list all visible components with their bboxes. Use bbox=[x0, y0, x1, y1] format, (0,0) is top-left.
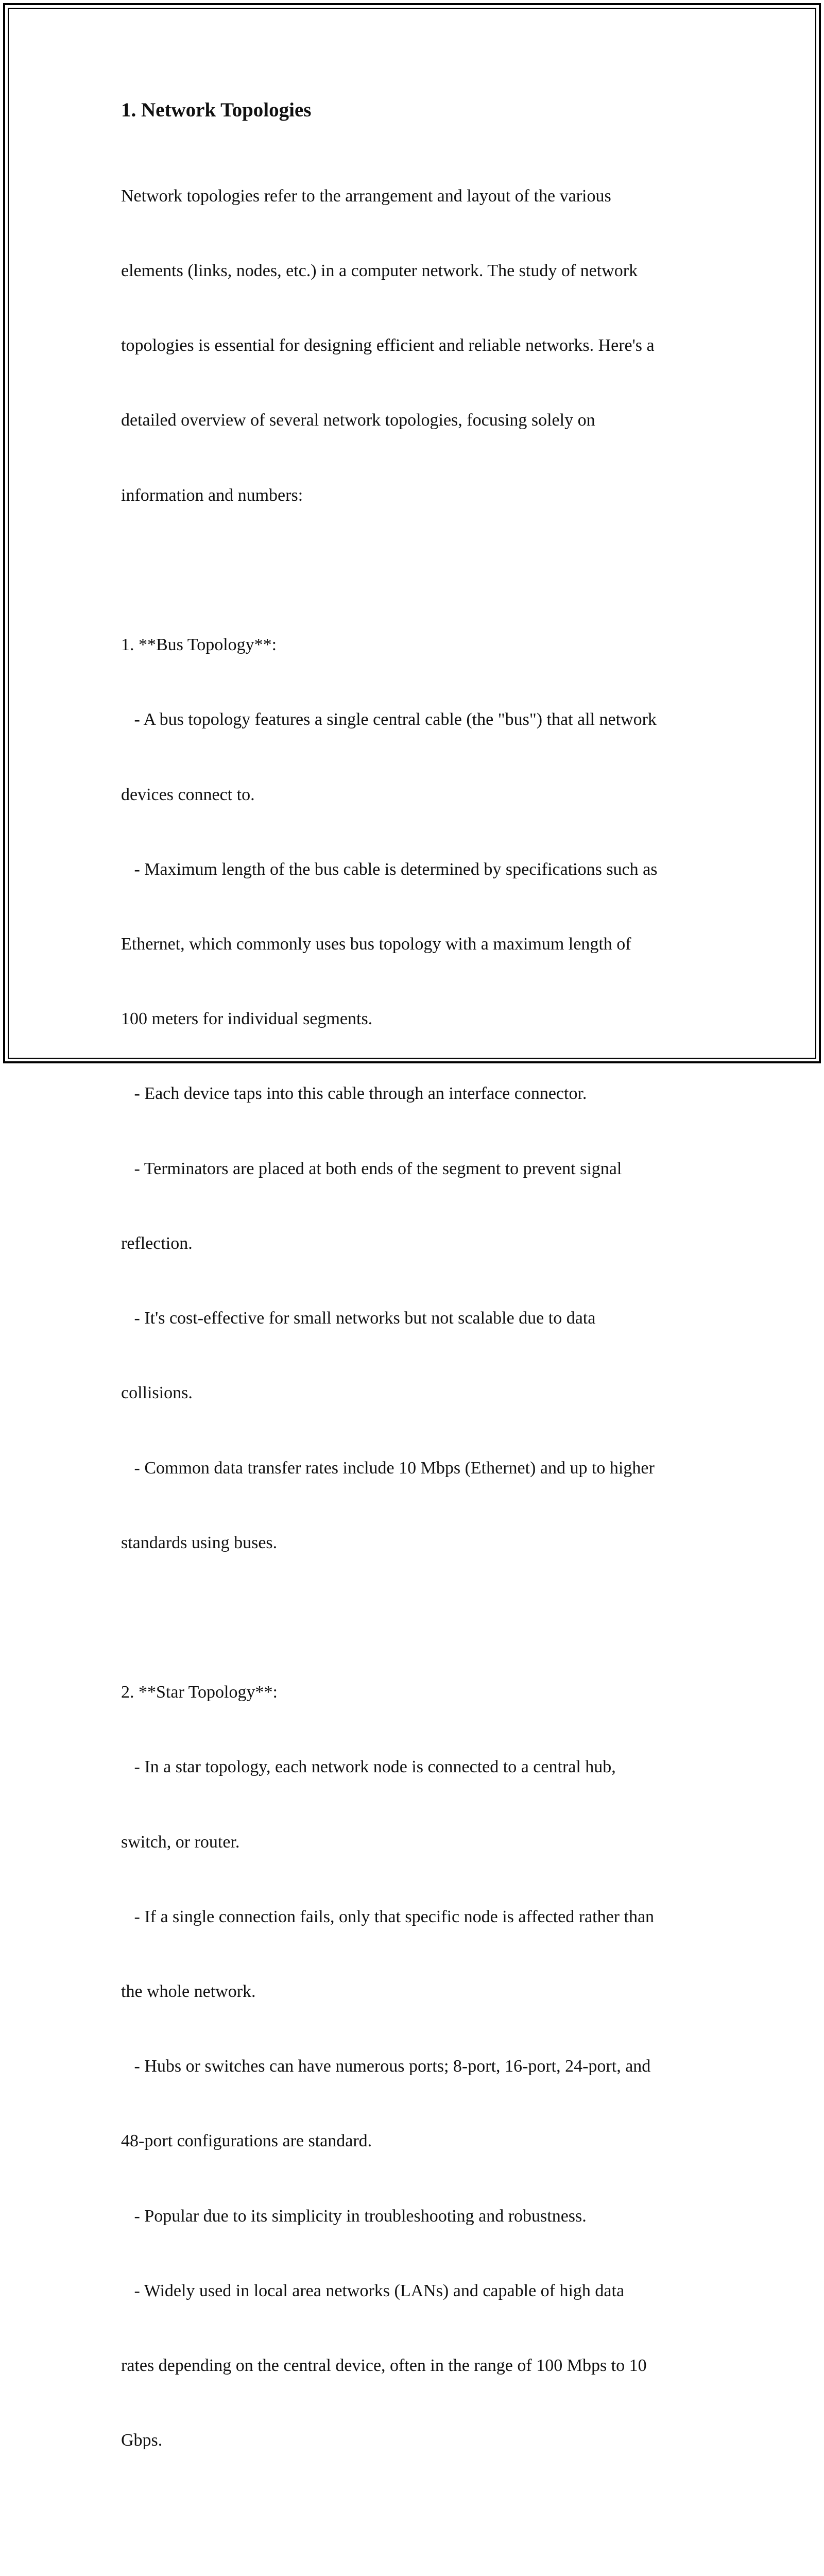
body-line: 48-port configurations are standard. bbox=[121, 2131, 372, 2151]
body-line: - A bus topology features a single central cable (the "bus") that all network bbox=[121, 710, 657, 730]
blank-line bbox=[121, 558, 708, 583]
bus-topology-title: 1. **Bus Topology**: bbox=[121, 635, 277, 655]
body-line: - Maximum length of the bus cable is determined by specifications such as bbox=[121, 859, 658, 879]
body-line: detailed overview of several network topologies, focusing solely on bbox=[121, 411, 595, 430]
body-line: reflection. bbox=[121, 1233, 193, 1253]
document-content bbox=[121, 97, 708, 2576]
document-body bbox=[121, 134, 708, 2576]
body-line: devices connect to. bbox=[121, 785, 255, 804]
body-line: switch, or router. bbox=[121, 1832, 240, 1852]
blank-line bbox=[121, 2503, 708, 2528]
body-line: collisions. bbox=[121, 1383, 193, 1403]
star-topology-title: 2. **Star Topology**: bbox=[121, 1683, 278, 1702]
section-heading: 1. Network Topologies bbox=[121, 99, 312, 121]
body-line: - Popular due to its simplicity in troubleshooting and robustness. bbox=[121, 2206, 587, 2226]
body-line: - If a single connection fails, only that specific node is affected rather than bbox=[121, 1907, 655, 1926]
body-line: - Each device taps into this cable through an interface connector. bbox=[121, 1084, 587, 1104]
body-line: - Terminators are placed at both ends of the segment to prevent signal bbox=[121, 1159, 622, 1178]
body-line: Gbps. bbox=[121, 2431, 163, 2450]
body-line: - Common data transfer rates include 10 Mbps (Ethernet) and up to higher bbox=[121, 1458, 655, 1478]
body-line: - Widely used in local area networks (LANs) and capable of high data bbox=[121, 2281, 625, 2300]
body-line: Network topologies refer to the arrangement and layout of the various bbox=[121, 186, 611, 206]
body-line: elements (links, nodes, etc.) in a computer network. The study of network bbox=[121, 261, 638, 281]
body-line: Ethernet, which commonly uses bus topology with a maximum length of bbox=[121, 934, 631, 954]
body-line: standards using buses. bbox=[121, 1533, 278, 1552]
blank-line bbox=[121, 1605, 708, 1630]
body-line: 100 meters for individual segments. bbox=[121, 1009, 373, 1029]
body-line: - It's cost-effective for small networks but not scalable due to data bbox=[121, 1309, 596, 1328]
body-line: the whole network. bbox=[121, 1982, 256, 2002]
body-line: topologies is essential for designing efficient and reliable networks. Here's a bbox=[121, 336, 655, 355]
body-line: - In a star topology, each network node is connected to a central hub, bbox=[121, 1757, 616, 1777]
body-line: information and numbers: bbox=[121, 485, 303, 505]
body-line: - Hubs or switches can have numerous ports; 8-port, 16-port, 24-port, and bbox=[121, 2057, 651, 2076]
body-line: rates depending on the central device, often in the range of 100 Mbps to 10 bbox=[121, 2356, 647, 2376]
